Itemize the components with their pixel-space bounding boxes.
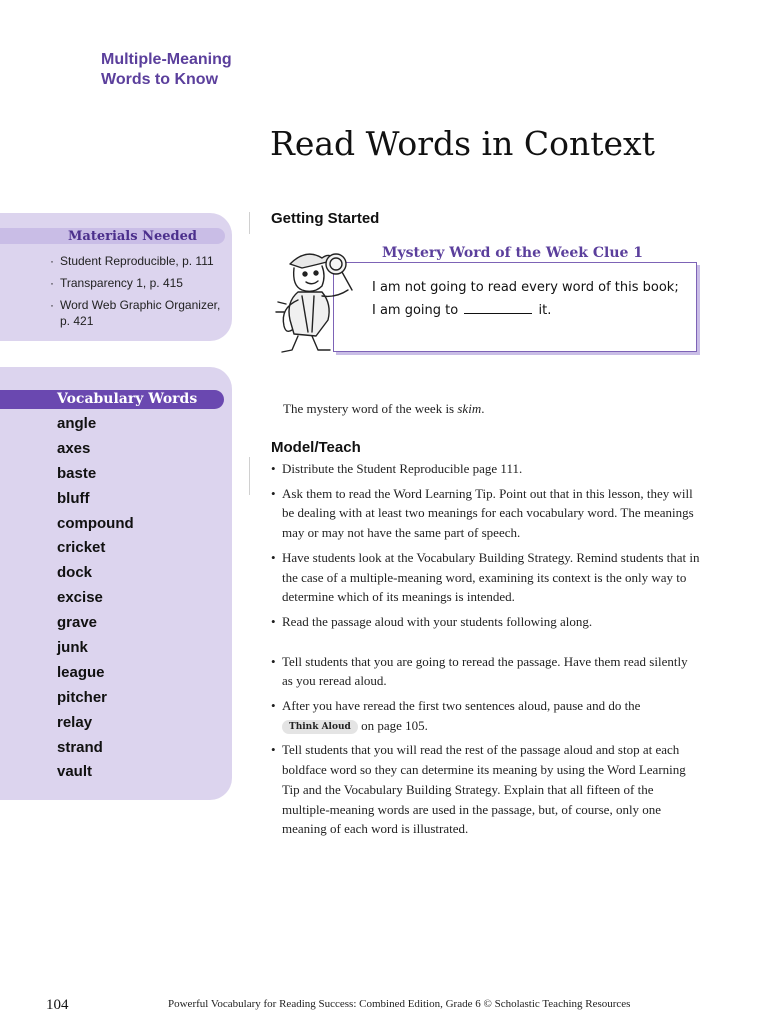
vocabulary-title: Vocabulary Words [57, 391, 198, 407]
vocabulary-word: junk [57, 639, 88, 657]
vocabulary-list [57, 414, 134, 787]
materials-title: Materials Needed [68, 229, 197, 244]
vocabulary-word: baste [57, 464, 97, 482]
divider-rule [249, 457, 250, 495]
vocabulary-word: cricket [57, 539, 106, 557]
divider-rule [249, 212, 250, 234]
list-item: • Tell students that you will read the rest of the passage aloud and stop at each boldface word so they can determine its meaning by using the Word Learning Tip and the Vocabulary Building Strategy. Explain that all fifteen of the multiple-meaning words are used in the passage, but, of course, only one meaning of each word is illustrated. [271, 740, 701, 839]
vocabulary-word: relay [57, 713, 93, 731]
model-teach-heading: Model/Teach [271, 439, 361, 456]
materials-item-text: Word Web Graphic Organizer, p. 421 [60, 298, 221, 328]
think-aloud-badge: Think Aloud [282, 720, 358, 734]
vocabulary-word: grave [57, 614, 98, 632]
vocabulary-word: bluff [57, 489, 90, 507]
list-item: • Ask them to read the Word Learning Tip. Point out that in this lesson, they will be dealing with at least two meanings for each vocabulary word. The meanings may or may not have the same part of speech. [271, 484, 701, 543]
list-item [271, 696, 701, 735]
clue-blank [464, 301, 532, 314]
vocabulary-word: excise [57, 589, 103, 607]
think-aloud-suffix: on page 105. [357, 717, 428, 733]
list-item: • Distribute the Student Reproducible page 111. [271, 459, 701, 479]
mystery-answer [283, 399, 484, 419]
mystery-answer-word: skim [457, 401, 482, 416]
vocabulary-word: dock [57, 564, 93, 582]
detective-illustration-icon [272, 242, 362, 358]
list-item-text: After you have reread the first two sentences aloud, pause and do the [282, 698, 641, 714]
vocabulary-word: angle [57, 415, 97, 432]
vocabulary-word: pitcher [57, 688, 108, 706]
clue-line-2-end: it. [538, 303, 552, 318]
clue-line-2 [372, 299, 679, 322]
vocabulary-word: compound [57, 514, 134, 532]
list-item: • Read the passage aloud with your students following along. [271, 612, 701, 632]
getting-started-heading: Getting Started [271, 210, 380, 227]
mystery-word-title: Mystery Word of the Week Clue 1 [378, 245, 647, 261]
page-title: Read Words in Context [270, 124, 655, 163]
section-kicker [101, 50, 232, 90]
vocabulary-word: league [57, 663, 105, 681]
materials-list [48, 253, 232, 335]
page-number: 104 [46, 997, 69, 1013]
materials-item [48, 297, 232, 329]
vocabulary-word: axes [57, 439, 91, 457]
section-kicker-line1: Multiple-Meaning [101, 51, 232, 68]
clue-line-1: I am not going to read every word of this book; [372, 280, 679, 295]
model-teach-list [271, 459, 701, 844]
footer-credit: Powerful Vocabulary for Reading Success: Combined Edition, Grade 6 © Scholastic Teaching Resources [168, 998, 631, 1010]
vocabulary-word: vault [57, 763, 93, 781]
mystery-answer-prefix: The mystery word of the week is [283, 401, 458, 416]
section-kicker-line2: Words to Know [101, 71, 219, 88]
vocabulary-word: strand [57, 738, 103, 756]
clue-line-2-start: I am going to [372, 303, 459, 318]
list-item: • Tell students that you are going to reread the passage. Have them read silently as you reread aloud. [271, 652, 701, 691]
list-item: • Have students look at the Vocabulary Building Strategy. Remind students that in the case of a multiple-meaning word, examining its context is the only way to determine which of its meanings is intended. [271, 548, 701, 607]
materials-item: · Transparency 1, p. 415 [48, 275, 232, 291]
mystery-answer-suffix: . [481, 401, 485, 416]
mystery-clue [372, 276, 679, 322]
materials-item: · Student Reproducible, p. 111 [48, 253, 232, 269]
